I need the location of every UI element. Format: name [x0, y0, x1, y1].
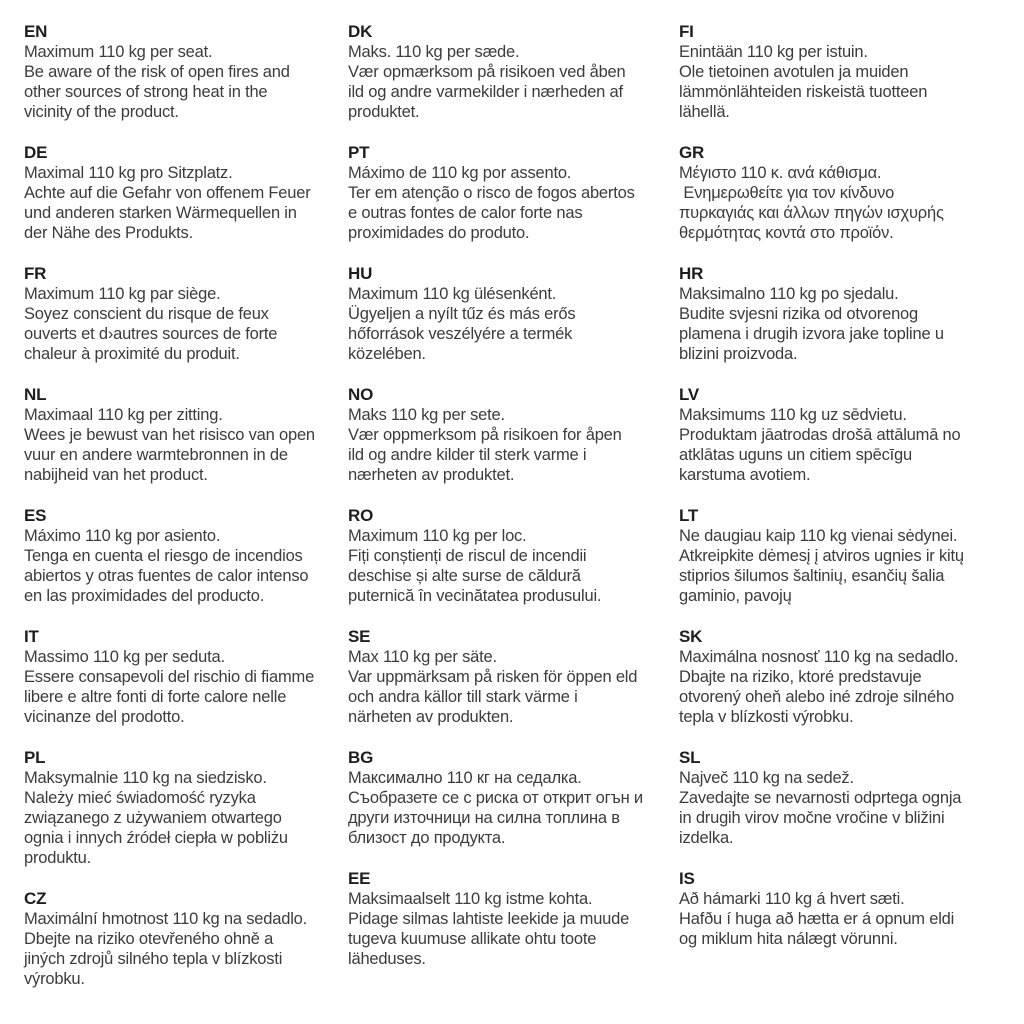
language-code: FR [24, 264, 47, 283]
text-line: gaminio, pavojų [679, 587, 792, 605]
language-code: IT [24, 627, 39, 646]
text-line: Maximum 110 kg per loc. [348, 527, 527, 545]
text-line: Maksimaalselt 110 kg istme kohta. [348, 890, 593, 908]
text-line: Dbajte na riziko, ktoré predstavuje [679, 668, 922, 686]
text-line: Wees je bewust van het risisco van open [24, 426, 315, 444]
language-code: EE [348, 869, 371, 888]
language-block [679, 627, 1024, 727]
column-2 [348, 22, 679, 1010]
text-line: Budite svjesni rizika od otvorenog [679, 305, 919, 323]
language-code: DE [24, 143, 48, 162]
text-line: Var uppmärksam på risken för öppen eld [348, 668, 638, 686]
text-line: Maksimums 110 kg uz sēdvietu. [679, 406, 907, 424]
text-line: Maks. 110 kg per sæde. [348, 43, 520, 61]
text-line: og miklum hita nálægt vörunni. [679, 930, 898, 948]
text-line: vicinanze del prodotto. [24, 708, 185, 726]
language-code: RO [348, 506, 374, 525]
language-block [679, 22, 1024, 122]
language-block [679, 264, 1024, 364]
language-block [679, 385, 1024, 485]
language-block [348, 627, 679, 727]
language-block [348, 22, 679, 122]
language-block [24, 385, 348, 485]
text-line: Ενημερωθείτε για τον κίνδυνο [679, 184, 895, 202]
text-line: Ügyeljen a nyílt tűz és más erős [348, 305, 576, 323]
text-line: Máximo de 110 kg por assento. [348, 164, 572, 182]
text-line: lähellä. [679, 103, 730, 121]
text-line: Maksimalno 110 kg po sjedalu. [679, 285, 899, 303]
language-block [24, 748, 348, 868]
text-line: läheduses. [348, 950, 426, 968]
text-line: ognia i innych źródeł ciepła w pobliżu [24, 829, 288, 847]
text-line: Μέγιστο 110 κ. ανά κάθισμα. [679, 164, 882, 182]
language-code: NL [24, 385, 47, 404]
text-line: Dbejte na riziko otevřeného ohně a [24, 930, 274, 948]
text-line: Ter em atenção o risco de fogos abertos [348, 184, 635, 202]
language-code: NO [348, 385, 374, 404]
text-line: Največ 110 kg na sedež. [679, 769, 854, 787]
text-line: nabijheid van het product. [24, 466, 208, 484]
column-3 [679, 22, 1024, 1010]
text-line: der Nähe des Produkts. [24, 224, 193, 242]
language-block [24, 264, 348, 364]
text-line: Achte auf die Gefahr von offenem Feuer [24, 184, 311, 202]
text-line: izdelka. [679, 829, 734, 847]
text-line: Soyez conscient du risque de feux [24, 305, 269, 323]
text-line: abiertos y otras fuentes de calor intenso [24, 567, 309, 585]
text-line: chaleur à proximité du produit. [24, 345, 240, 363]
text-line: Pidage silmas lahtiste leekide ja muude [348, 910, 630, 928]
text-line: proximidades do produto. [348, 224, 530, 242]
text-line: близост до продукта. [348, 829, 506, 847]
text-line: other sources of strong heat in the [24, 83, 268, 101]
text-line: atklātas uguns un citiem spēcīgu [679, 446, 912, 464]
text-line: puternică în vecinătatea produsului. [348, 587, 602, 605]
text-line: Maximum 110 kg ülésenként. [348, 285, 557, 303]
language-code: DK [348, 22, 373, 41]
text-line: und anderen starken Wärmequellen in [24, 204, 297, 222]
text-line: Maximaal 110 kg per zitting. [24, 406, 223, 424]
language-code: LV [679, 385, 700, 404]
language-block [24, 143, 348, 243]
text-line: vicinity of the product. [24, 103, 179, 121]
language-code: HU [348, 264, 373, 283]
text-line: Maximal 110 kg pro Sitzplatz. [24, 164, 233, 182]
text-line: deschise și alte surse de căldură [348, 567, 581, 585]
language-code: BG [348, 748, 374, 767]
language-block [348, 506, 679, 606]
text-line: Zavedajte se nevarnosti odprtega ognja [679, 789, 962, 807]
text-line: en las proximidades del producto. [24, 587, 265, 605]
text-line: Maximálna nosnosť 110 kg na sedadlo. [679, 648, 959, 666]
language-block [679, 506, 1024, 606]
language-block [348, 264, 679, 364]
text-line: Be aware of the risk of open fires and [24, 63, 290, 81]
language-block [679, 748, 1024, 848]
language-block [24, 627, 348, 727]
text-line: tepla v blízkosti výrobku. [679, 708, 854, 726]
text-line: hőforrások veszélyére a termék [348, 325, 573, 343]
language-code: SK [679, 627, 703, 646]
text-line: stiprios šilumos šaltinių, esančių šalia [679, 567, 945, 585]
text-line: produktu. [24, 849, 91, 867]
text-line: Essere consapevoli del rischio di fiamme [24, 668, 315, 686]
text-line: Maximum 110 kg par siège. [24, 285, 221, 303]
text-line: och andra källor till stark värme i [348, 688, 578, 706]
text-line: Maks 110 kg per sete. [348, 406, 505, 424]
text-line: други източници на силна топлина в [348, 809, 620, 827]
language-code: GR [679, 143, 705, 162]
text-line: Massimo 110 kg per seduta. [24, 648, 225, 666]
language-block [348, 385, 679, 485]
text-line: ild og andre varmekilder i nærheden af [348, 83, 623, 101]
text-line: Enintään 110 kg per istuin. [679, 43, 868, 61]
language-code: ES [24, 506, 47, 525]
text-line: in drugih virov močne vročine v bližini [679, 809, 945, 827]
text-line: Należy mieć świadomość ryzyka [24, 789, 256, 807]
text-line: Máximo 110 kg por asiento. [24, 527, 221, 545]
text-line: karstuma avotiem. [679, 466, 811, 484]
language-code: CZ [24, 889, 47, 908]
language-block [679, 143, 1024, 243]
text-line: Maximální hmotnost 110 kg na sedadlo. [24, 910, 308, 928]
language-block [348, 748, 679, 848]
column-1 [24, 22, 348, 1010]
text-line: jiných zdrojů silného tepla v blízkosti [24, 950, 283, 968]
language-block [24, 506, 348, 606]
text-line: Hafðu í huga að hætta er á opnum eldi [679, 910, 955, 928]
text-line: közelében. [348, 345, 426, 363]
text-line: tugeva kuumuse allikate ohtu toote [348, 930, 597, 948]
text-line: Vær oppmerksom på risikoen for åpen [348, 426, 622, 444]
text-line: Ne daugiau kaip 110 kg vienai sėdynei. [679, 527, 958, 545]
text-line: ild og andre kilder til sterk varme i [348, 446, 587, 464]
language-block [24, 22, 348, 122]
text-line: nærheten av produktet. [348, 466, 515, 484]
text-line: produktet. [348, 103, 420, 121]
text-line: Að hámarki 110 kg á hvert sæti. [679, 890, 905, 908]
language-code: SE [348, 627, 371, 646]
text-line: otvorený oheň alebo iné zdroje silného [679, 688, 954, 706]
language-block [348, 869, 679, 969]
text-line: ouverts et d›autres sources de forte [24, 325, 278, 343]
text-line: e outras fontes de calor forte nas [348, 204, 583, 222]
text-line: výrobku. [24, 970, 85, 988]
language-block [679, 869, 1024, 949]
text-line: Съобразете се с риска от открит огън и [348, 789, 643, 807]
text-line: vuur en andere warmtebronnen in de [24, 446, 288, 464]
language-code: HR [679, 264, 704, 283]
text-line: θερμότητας κοντά στο προϊόν. [679, 224, 894, 242]
language-block [24, 889, 348, 989]
text-line: Atkreipkite dėmesį į atviros ugnies ir kitų [679, 547, 964, 565]
text-line: Vær opmærksom på risikoen ved åben [348, 63, 626, 81]
language-code: PL [24, 748, 46, 767]
text-line: Produktam jāatrodas drošā attālumā no [679, 426, 961, 444]
text-line: plamena i drugih izvora jake topline u [679, 325, 944, 343]
text-line: związanego z używaniem otwartego [24, 809, 282, 827]
language-code: FI [679, 22, 694, 41]
text-line: närheten av produkten. [348, 708, 514, 726]
language-code: PT [348, 143, 370, 162]
language-code: IS [679, 869, 695, 888]
text-line: Максимално 110 кг на седалка. [348, 769, 582, 787]
language-code: EN [24, 22, 48, 41]
language-code: LT [679, 506, 699, 525]
text-line: Maximum 110 kg per seat. [24, 43, 213, 61]
text-line: libere e altre fonti di forte calore nelle [24, 688, 287, 706]
language-block [348, 143, 679, 243]
text-line: Maksymalnie 110 kg na siedzisko. [24, 769, 267, 787]
text-line: Ole tietoinen avotulen ja muiden [679, 63, 909, 81]
language-code: SL [679, 748, 701, 767]
text-line: lämmönlähteiden riskeistä tuotteen [679, 83, 928, 101]
text-line: blizini proizvoda. [679, 345, 798, 363]
text-line: Tenga en cuenta el riesgo de incendios [24, 547, 303, 565]
text-line: Max 110 kg per säte. [348, 648, 497, 666]
text-line: Fiți conștienți de riscul de incendii [348, 547, 587, 565]
text-line: πυρκαγιάς και άλλων πηγών ισχυρής [679, 204, 944, 222]
